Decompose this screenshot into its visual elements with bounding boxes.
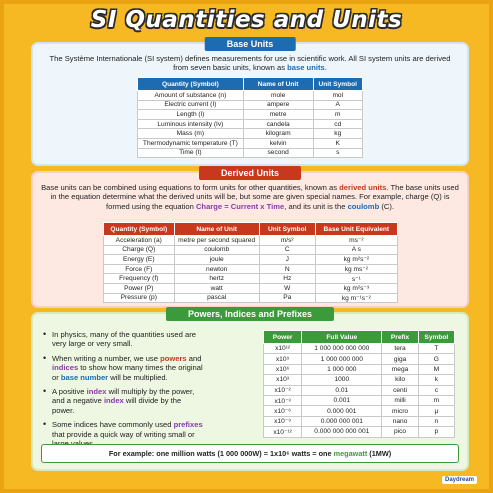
bullet-text: will be multiplied. [108,372,168,382]
table-cell: k [418,375,454,385]
table-row [264,385,455,395]
table-cell: kilo [382,375,418,385]
table-cell: watt [174,283,259,293]
table-cell: kg m²s⁻³ [315,283,397,293]
table-cell: metre per second squared [174,236,259,246]
table-cell: x10³ [264,375,302,385]
derived-units-intro [41,183,459,211]
table-cell: 1000 [302,375,382,385]
intro-text: , and its unit is the [284,201,348,211]
table-cell: Acceleration (a) [104,236,175,246]
intro-text: . [324,63,327,73]
table-cell: coulomb [174,245,259,255]
table-cell: Time (t) [138,148,244,158]
table-cell: 1 000 000 000 000 [302,344,382,354]
table-row [138,129,363,139]
list-item [43,387,203,415]
table-cell: x10⁻³ [264,395,302,405]
table-header-row [104,223,398,236]
table-cell: ampere [243,100,313,110]
base-units-intro [41,54,459,73]
table-cell: mole [243,91,313,101]
table-cell: Electric current (I) [138,100,244,110]
table-cell: n [418,416,454,426]
example-text: (1MW) [367,449,392,458]
table-row [104,264,398,274]
bullet-keyword: base number [60,372,109,382]
column-header: Unit Symbol [313,78,363,91]
table-row [104,245,398,255]
bullet-keyword: prefixes [173,420,203,430]
table-cell: ms⁻² [315,236,397,246]
list-item [43,330,203,349]
prefixes-table [263,330,455,438]
table-cell: tera [382,344,418,354]
table-row [104,255,398,265]
base-units-heading: Base Units [205,37,296,51]
bullet-text: will divide by the power. [52,396,182,415]
table-cell: x10¹² [264,344,302,354]
table-cell: Energy (E) [104,255,175,265]
column-header: Quantity (Symbol) [104,223,175,236]
table-cell: 0.001 [302,395,382,405]
table-cell: m [418,395,454,405]
bullet-keyword: powers [160,353,187,363]
table-cell: cd [313,119,363,129]
table-cell: G [418,354,454,364]
table-cell: milli [382,395,418,405]
table-cell: newton [174,264,259,274]
base-units-table [137,77,363,158]
bullet-keyword: indices [52,363,79,373]
table-cell: s [313,148,363,158]
intro-keyword: coulomb [347,201,380,211]
table-cell: m/s² [259,236,315,246]
list-item [43,354,203,382]
bullet-text: will multiply by the power, and a negative [52,387,195,406]
page-title: SI Quantities and Units [90,7,403,33]
table-cell: 0.000 000 000 001 [302,427,382,437]
table-cell: p [418,427,454,437]
table-cell: nano [382,416,418,426]
derived-units-table [103,222,398,303]
table-cell: metre [243,110,313,120]
table-row [138,138,363,148]
table-cell: W [259,283,315,293]
table-cell: x10⁻² [264,385,302,395]
table-row [264,416,455,426]
table-row [104,236,398,246]
intro-text: The Système Internationale (SI system) defines measurements for use in scientific work. All SI system units are derived from seven basic units, known as [49,54,451,73]
table-cell: Length (l) [138,110,244,120]
table-cell: N [259,264,315,274]
table-cell: Thermodynamic temperature (T) [138,138,244,148]
example-box [41,444,459,463]
bullet-keyword: index [103,396,124,406]
table-row [264,375,455,385]
table-cell: pico [382,427,418,437]
table-cell: K [313,138,363,148]
table-cell: hertz [174,274,259,284]
powers-panel [31,309,469,471]
column-header: Quantity (Symbol) [138,78,244,91]
table-cell: c [418,385,454,395]
table-row [264,427,455,437]
table-cell: Force (F) [104,264,175,274]
table-header-row [264,331,455,344]
table-cell: x10⁻¹² [264,427,302,437]
table-cell: C [259,245,315,255]
table-cell: Luminous intensity (Iv) [138,119,244,129]
table-cell: candela [243,119,313,129]
table-row [264,344,455,354]
table-cell: centi [382,385,418,395]
intro-keyword: base units [287,63,325,73]
intro-text: Base units can be combined using equations to form units for other quantities, known as [41,183,340,192]
table-cell: x10⁹ [264,354,302,364]
table-cell: mol [313,91,363,101]
bullet-text: Some indices have commonly used [52,420,174,430]
table-cell: x10⁻⁶ [264,406,302,416]
table-cell: Pressure (p) [104,293,175,303]
table-row [104,283,398,293]
table-cell: Pa [259,293,315,303]
column-header: Full Value [302,331,382,344]
table-cell: x10⁻⁹ [264,416,302,426]
column-header: Power [264,331,302,344]
table-cell: M [418,364,454,374]
example-keyword: megawatt [333,449,368,458]
column-header: Name of Unit [174,223,259,236]
brand-logo: Daydream [442,476,477,484]
table-row [264,406,455,416]
table-cell: 1 000 000 000 [302,354,382,364]
table-cell: Hz [259,274,315,284]
table-cell: 0.01 [302,385,382,395]
table-cell: mega [382,364,418,374]
table-cell: kg ms⁻² [315,264,397,274]
table-cell: s⁻¹ [315,274,397,284]
derived-units-heading: Derived Units [199,166,301,180]
table-cell: Mass (m) [138,129,244,139]
table-cell: A [313,100,363,110]
table-cell: joule [174,255,259,265]
table-cell: second [243,148,313,158]
intro-text: . The base units used in the equation determine what the derived units will be, but some are given special names. For example, charge (Q) is formed using the equation [50,183,459,211]
table-cell: kg m²s⁻² [315,255,397,265]
table-row [138,110,363,120]
table-row [264,364,455,374]
intro-text: (C). [379,201,394,211]
table-cell: Power (P) [104,283,175,293]
table-cell: A s [315,245,397,255]
table-cell: x10⁶ [264,364,302,374]
table-cell: m [313,110,363,120]
table-cell: Amount of substance (n) [138,91,244,101]
table-cell: pascal [174,293,259,303]
bullet-text: When writing a number, we use [52,353,161,363]
table-cell: μ [418,406,454,416]
intro-keyword: derived units [339,183,387,192]
table-row [138,100,363,110]
table-cell: 1 000 000 [302,364,382,374]
table-cell: kelvin [243,138,313,148]
table-cell: micro [382,406,418,416]
bullet-text: to show how many times the original or [52,363,203,382]
bullet-text: that provide a quick way of writing small or [52,429,195,439]
table-cell: T [418,344,454,354]
column-header: Unit Symbol [259,223,315,236]
table-row [104,293,398,303]
base-units-panel [31,39,469,166]
table-row [104,274,398,284]
column-header: Base Unit Equivalent [315,223,397,236]
table-cell: 0.000 000 001 [302,416,382,426]
table-cell: kg m⁻¹s⁻² [315,293,397,303]
bullet-text: In physics, many of the quantities used are very large or very small. [52,330,196,349]
powers-heading: Powers, Indices and Prefixes [166,307,334,321]
table-row [264,354,455,364]
table-row [138,91,363,101]
column-header: Prefix [382,331,418,344]
intro-equation: Charge = Current x Time [195,201,285,211]
table-row [264,395,455,405]
column-header: Symbol [418,331,454,344]
bullet-keyword: index [86,387,107,397]
table-cell: Charge (Q) [104,245,175,255]
table-header-row [138,78,363,91]
derived-units-panel [31,168,469,308]
table-cell: J [259,255,315,265]
table-row [138,119,363,129]
table-row [138,148,363,158]
powers-bullet-list [43,330,203,453]
table-cell: giga [382,354,418,364]
example-text: For example: one million watts (1 000 000W) = 1x10⁶ watts = one [108,449,334,458]
bullet-text: and [186,353,202,363]
table-cell: 0.000 001 [302,406,382,416]
table-cell: Frequency (f) [104,274,175,284]
bullet-text: A positive [52,387,87,397]
table-cell: kilogram [243,129,313,139]
column-header: Name of Unit [243,78,313,91]
table-cell: kg [313,129,363,139]
